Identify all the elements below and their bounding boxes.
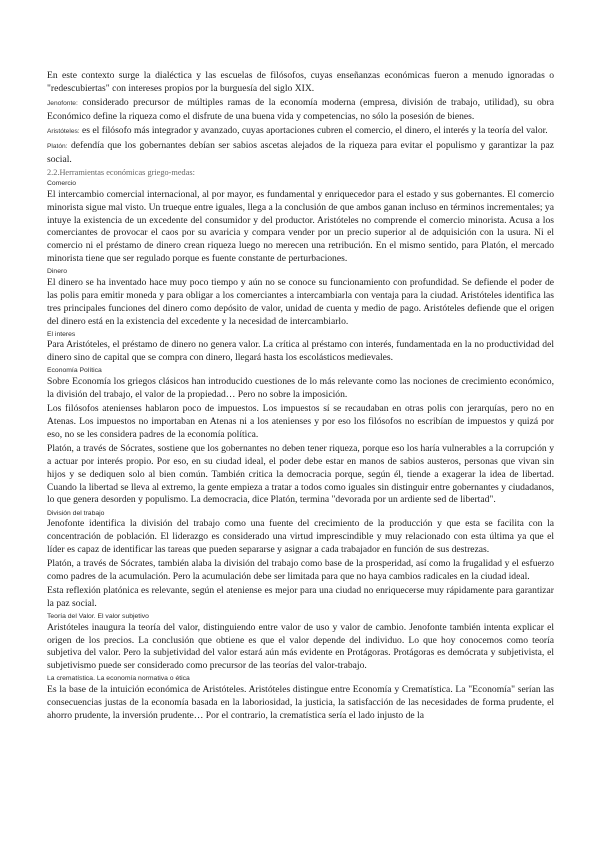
- paragraph: Aristóteles inaugura la teoría del valor, distinguiendo entre valor de uso y valor de cambio. Jenofonte también intenta explicar el origen de los precios. La conclusión que obtiene es que el valor depende del individuo. Lo que hoy conocemos como teoría subjetiva del valor. Pero la subjetividad del valor estará aún más evidente en Protágoras. Protágoras es demócrata y subjetivista, el subjetivismo puede ser considerado como precursor de las teorías del valor-trabajo.: [47, 621, 554, 672]
- subheading-crematistica: La crematística. La economía normativa o ética: [47, 675, 190, 683]
- paragraph: Esta reflexión platónica es relevante, según el ateniense es mejor para una ciudad no enriquecerse muy rápidamente para garantizar la paz social.: [47, 585, 554, 609]
- author-text: considerado precursor de múltiples ramas de la economía moderna (empresa, división de trabajo, utilidad), su obra Económico define la riqueza como el disfrute de una buena vida y competencias, no sólo la posesión de bienes.: [47, 97, 554, 122]
- paragraph: Jenofonte identifica la división del trabajo como una fuente del crecimiento de la producción y que esta se facilita con la concentración de población. El liderazgo es considerado una virtud imprescindible y muy relacionado con esta última ya que el líder es capaz de identificar las tareas que pueden separarse y asignar a cada trabajador en función de sus destrezas.: [47, 518, 554, 555]
- subheading-teoria-valor: Teoría del Valor. El valor subjetivo: [47, 613, 149, 621]
- paragraph: El dinero se ha inventado hace muy poco tiempo y aún no se conoce su funcionamiento con profundidad. Se defiende el poder de las polis para emitir moneda y para obligar a los comerciantes a intercambiarla con ventaja para la ciudad. Aristóteles identifica las tres principales funciones del dinero como depósito de valor, unidad de cuenta y medio de pago. Aristóteles defiende que el origen del dinero está en la existencia del excedente y la necesidad de intercambiarlo.: [47, 276, 554, 327]
- paragraph: Es la base de la intuición económica de Aristóteles. Aristóteles distingue entre Economía y Crematística. La "Economía" serían las consecuencias justas de la economía basada en la laboriosidad, la justicia, la satisfacción de las necesidades de forma prudente, el ahorro prudente, la inversión prudente… Por el contrario, la crematística sería el lado injusto de la: [47, 684, 554, 721]
- intro-paragraph: En este contexto surge la dialéctica y las escuelas de filósofos, cuyas enseñanzas económicas fueron a menudo ignoradas o "redescubiertas" con intereses propios por la burguesía del siglo XIX.: [47, 70, 554, 94]
- author-platon: [47, 140, 554, 167]
- paragraph: Los filósofos atenienses hablaron poco de impuestos. Los impuestos sí se recaudaban en otras polis con jerarquías, pero no en Atenas. Los impuestos no importaban en Atenas ni a los atenienses y por eso los filósofos no escribían de impuestos y quizá por eso, no se les considera padres de la economía política.: [47, 402, 554, 440]
- paragraph: El intercambio comercial internacional, al por mayor, es fundamental y enriquecedor para el estado y sus gobernantes. El comercio minorista sigue mal visto. Un trueque entre iguales, llega a la conclusión de que ambos ganan incluso en términos incrementales; ya intuye la existencia de un excedente del consumidor y del productor. Aristóteles no comprende el comercio minorista. Acusa a los comerciantes de provocar el caos por su avaricia y compara vender por un precio superior al de adquisición con la usura. Ni el comercio ni el préstamo de dinero crean riqueza luego no merecen una retribución. En el mismo sentido, para Platón, el mercado minorista tiene que ser regulado porque es fuente constante de perturbaciones.: [47, 188, 554, 265]
- author-text: defendía que los gobernantes debían ser sabios ascetas alejados de la riqueza para evitar el populismo y garantizar la paz social.: [47, 140, 554, 165]
- subheading-dinero: Dinero: [47, 268, 68, 276]
- author-jenofonte: [47, 97, 554, 124]
- author-text: es el filósofo más integrador y avanzado, cuyas aportaciones cubren el comercio, el dinero, el interés y la teoría del valor.: [82, 125, 548, 136]
- subheading-economia-politica: Economía Política: [47, 367, 102, 375]
- author-name: Aristóteles:: [47, 128, 80, 135]
- document-content: [47, 70, 554, 724]
- paragraph: Para Aristóteles, el préstamo de dinero no genera valor. La crítica al préstamo con interés, fundamentada en la no productividad del dinero sino de capital que se compra con dinero, llegará hasta los escolásticos medievales.: [47, 339, 554, 364]
- author-name: Platón:: [47, 143, 68, 151]
- paragraph: Platón, a través de Sócrates, sostiene que los gobernantes no deben tener riqueza, porque eso los haría vulnerables a la corrupción y a actuar por interés propio. Por eso, en su ciudad ideal, el poder debe estar en manos de sabios austeros, personas que vivan sin hijos y se dediquen solo al bien común. También critica la democracia porque, según él, tiende a exagerar la idea de libertad. Cuando la libertad se lleva al extremo, la gente empieza a tratar a todos como iguales sin distinguir entre gobernantes y ciudadanos, lo que genera desorden y populismo. La democracia, dice Platón, termina "devorada por un ardiente sed de libertad".: [47, 442, 554, 506]
- author-aristoteles: [47, 125, 554, 139]
- paragraph: Platón, a través de Sócrates, también alaba la división del trabajo como base de la prosperidad, así como la frugalidad y el esfuerzo como padres de la acumulación. Pero la acumulación debe ser limitada para que no haya cambios radicales en la ciudad ideal.: [47, 558, 554, 582]
- subheading-division-trabajo: División del trabajo: [47, 509, 105, 517]
- section-title: 2.2.Herramientas económicas griego-medas:: [47, 168, 195, 178]
- paragraph: Sobre Economía los griegos clásicos han introducido cuestiones de lo más relevante como las nociones de crecimiento económico, la división del trabajo, el valor de la propiedad… Pero no sobre la imposición.: [47, 375, 554, 400]
- subheading-interes: El interes: [47, 330, 76, 338]
- author-name: Jenofonte:: [47, 100, 78, 107]
- subheading-comercio: Comercio: [47, 180, 77, 188]
